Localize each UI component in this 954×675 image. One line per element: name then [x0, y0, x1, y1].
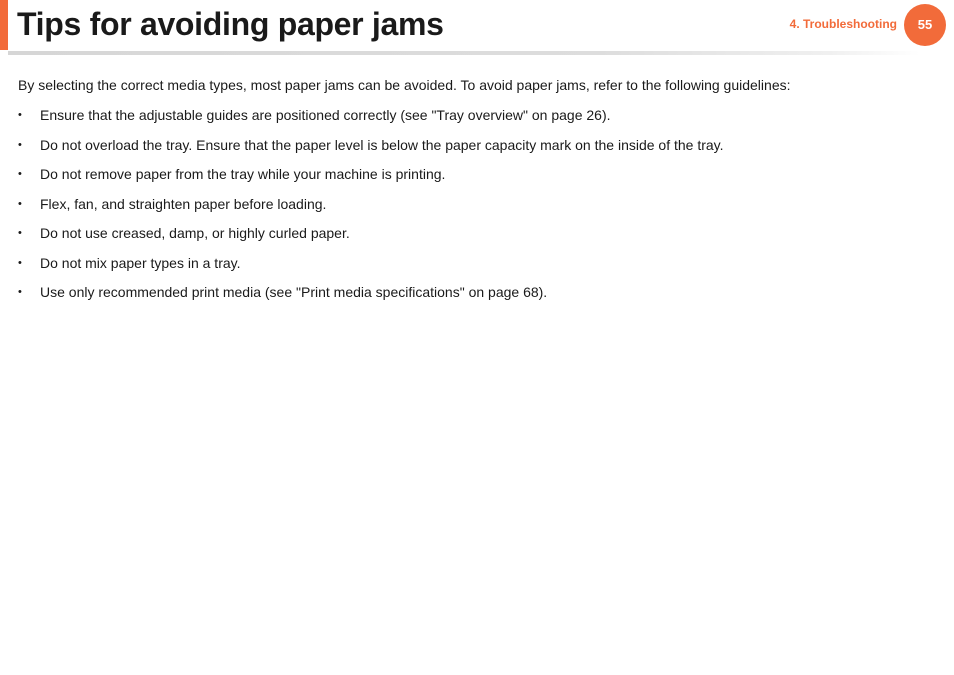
intro-paragraph: By selecting the correct media types, most paper jams can be avoided. To avoid paper jams, refer to the following guidelines:: [18, 77, 791, 93]
list-item: [18, 104, 918, 126]
list-item: [18, 252, 918, 274]
bullet-icon: •: [18, 227, 22, 239]
bullet-icon: •: [18, 197, 22, 210]
bullet-icon: •: [18, 138, 22, 151]
list-item-text: Use only recommended print media (see "Print media specifications" on page 68).: [40, 284, 548, 300]
bullet-icon: •: [18, 286, 22, 298]
list-item-text: Do not remove paper from the tray while your machine is printing.: [40, 166, 446, 182]
page-title: Tips for avoiding paper jams: [17, 6, 444, 42]
bullet-icon: •: [18, 109, 22, 121]
page-number-badge: 55: [904, 4, 946, 46]
header-divider: [8, 51, 920, 55]
bullet-icon: •: [18, 168, 22, 180]
list-item-text: Do not use creased, damp, or highly curled paper.: [40, 225, 350, 241]
list-item-text: Flex, fan, and straighten paper before loading.: [40, 195, 327, 212]
list-item: [18, 134, 918, 156]
main-content: [18, 74, 918, 311]
list-item: [18, 222, 918, 244]
list-item: [18, 163, 918, 185]
list-item-text: Do not mix paper types in a tray.: [40, 254, 241, 271]
list-item: [18, 281, 918, 303]
section-label: 4. Troubleshooting: [789, 17, 897, 31]
guidelines-list: [18, 104, 918, 303]
title-accent-bar: [0, 0, 8, 50]
list-item: [18, 193, 918, 215]
bullet-icon: •: [18, 256, 22, 269]
list-item-text: Ensure that the adjustable guides are positioned correctly (see "Tray overview" on page 26).: [40, 107, 611, 123]
list-item-text: Do not overload the tray. Ensure that the paper level is below the paper capacity mark on the inside of the tray.: [40, 136, 724, 153]
